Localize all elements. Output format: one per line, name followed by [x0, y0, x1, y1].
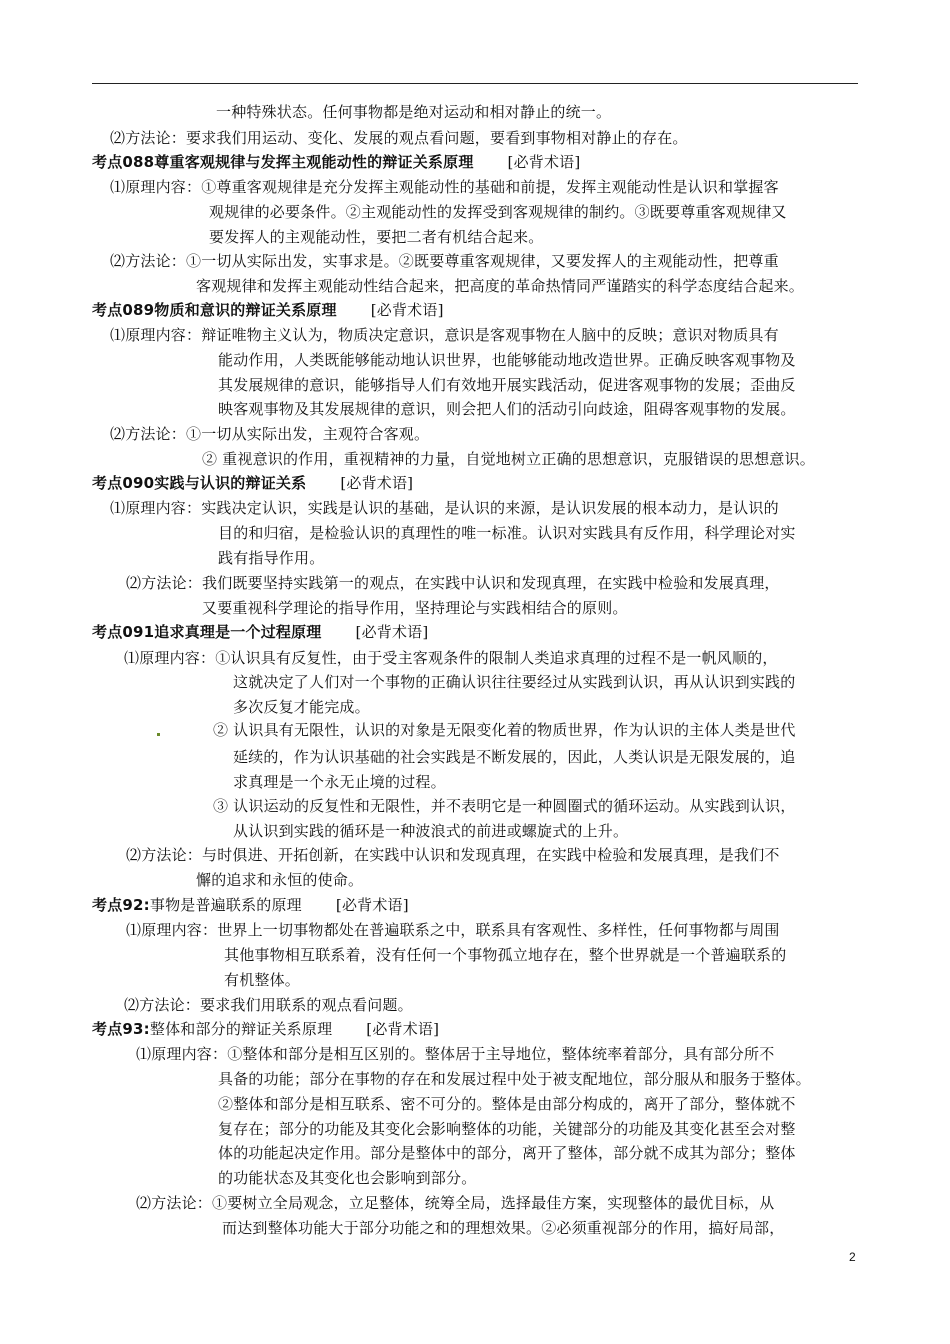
text-line: 践有指导作用。 [218, 549, 325, 567]
text-line: ⑵方法论：要求我们用运动、变化、发展的观点看问题，要看到事物相对静止的存在。 [110, 129, 688, 147]
heading-tag: [必背术语] [355, 623, 429, 641]
heading-tag: [必背术语] [340, 474, 414, 492]
text-line: 体的功能起决定作用。部分是整体中的部分，离开了整体，部分就不成其为部分；整体 [218, 1144, 796, 1162]
page-number: 2 [849, 1250, 856, 1264]
text-line: 要发挥人的主观能动性，要把二者有机结合起来。 [209, 228, 544, 246]
text-line: ⑴原理内容：世界上一切事物都处在普遍联系之中，联系具有客观性、多样性，任何事物都与周围 [126, 921, 780, 939]
text-line: 一种特殊状态。任何事物都是绝对运动和相对静止的统一。 [216, 103, 612, 121]
section-heading [92, 299, 444, 321]
heading-title: 考点090实践与认识的辩证关系 [92, 474, 307, 492]
text-line: 复存在；部分的功能及其变化会影响整体的功能，关键部分的功能及其变化甚至会对整 [218, 1120, 796, 1138]
text-line: 懈的追求和永恒的使命。 [196, 871, 364, 889]
heading-tag: [必背术语] [335, 896, 409, 914]
heading-tag: [必背术语] [370, 301, 444, 319]
text-line: ③ 认识运动的反复性和无限性，并不表明它是一种圆圈式的循环运动。从实践到认识， [213, 797, 796, 815]
text-line: ⑴原理内容：实践决定认识，实践是认识的基础，是认识的来源，是认识发展的根本动力，是认识的 [110, 499, 779, 517]
text-line: ⑵方法论：①一切从实际出发，实事求是。②既要尊重客观规律，又要发挥人的主观能动性，把尊重 [110, 252, 779, 270]
text-line: 其他事物相互联系着，没有任何一个事物孤立地存在，整个世界就是一个普遍联系的 [224, 946, 787, 964]
heading-subtitle: 事物是普遍联系的原理 [149, 896, 302, 914]
text-line: 具备的功能；部分在事物的存在和发展过程中处于被支配地位，部分服从和服务于整体。 [218, 1070, 811, 1088]
heading-title: 考点089物质和意识的辩证关系原理 [92, 301, 337, 319]
header-rule [92, 83, 858, 84]
text-line: ② 重视意识的作用，重视精神的力量，自觉地树立正确的思想意识，克服错误的思想意识。 [202, 450, 815, 468]
text-line: 从认识到实践的循环是一种波浪式的前进或螺旋式的上升。 [233, 822, 629, 840]
heading-title: 考点92: [92, 896, 150, 914]
text-line: 又要重视科学理论的指导作用，坚持理论与实践相结合的原则。 [202, 599, 628, 617]
text-line: ⑵方法论：①一切从实际出发，主观符合客观。 [110, 425, 430, 443]
text-line: 而达到整体功能大于部分功能之和的理想效果。②必须重视部分的作用，搞好局部， [222, 1219, 785, 1237]
section-heading [92, 151, 580, 173]
text-line: ⑵方法论：我们既要坚持实践第一的观点，在实践中认识和发现真理，在实践中检验和发展真理， [126, 574, 780, 592]
heading-title: 考点091追求真理是一个过程原理 [92, 623, 322, 641]
text-line: ⑴原理内容：①认识具有反复性，由于受主客观条件的限制人类追求真理的过程不是一帆风顺的， [124, 649, 778, 667]
section-heading [92, 894, 409, 916]
text-line: 有机整体。 [224, 971, 301, 989]
text-line: ⑵方法论：要求我们用联系的观点看问题。 [124, 996, 413, 1014]
section-heading [92, 472, 413, 494]
text-line: 映客观事物及其发展规律的意识，则会把人们的活动引向歧途，阻碍客观事物的发展。 [218, 400, 796, 418]
text-line: 观规律的必要条件。②主观能动性的发挥受到客观规律的制约。③既要尊重客观规律又 [209, 203, 787, 221]
section-heading [92, 1018, 439, 1040]
heading-tag: [必背术语] [366, 1020, 440, 1038]
text-line: 目的和归宿，是检验认识的真理性的唯一标准。认识对实践具有反作用，科学理论对实 [218, 524, 796, 542]
text-line: ⑴原理内容：辩证唯物主义认为，物质决定意识，意识是客观事物在人脑中的反映；意识对物质具有 [110, 326, 779, 344]
text-line: ⑵方法论：①要树立全局观念，立足整体，统筹全局，选择最佳方案，实现整体的最优目标，从 [136, 1194, 775, 1212]
text-line: ⑴原理内容：①整体和部分是相互区别的。整体居于主导地位，整体统率着部分，具有部分所不 [136, 1045, 775, 1063]
heading-title: 考点93: [92, 1020, 150, 1038]
text-line: ⑴原理内容：①尊重客观规律是充分发挥主观能动性的基础和前提，发挥主观能动性是认识和掌握客 [110, 178, 779, 196]
text-line: 其发展规律的意识，能够指导人们有效地开展实践活动，促进客观事物的发展；歪曲反 [218, 376, 796, 394]
heading-title: 考点088尊重客观规律与发挥主观能动性的辩证关系原理 [92, 153, 474, 171]
text-line: 客观规律和发挥主观能动性结合起来，把高度的革命热情同严谨踏实的科学态度结合起来。 [196, 277, 805, 295]
text-line: 求真理是一个永无止境的过程。 [233, 773, 446, 791]
text-line: 多次反复才能完成。 [233, 698, 370, 716]
text-line: 延续的，作为认识基础的社会实践是不断发展的，因此，人类认识是无限发展的，追 [233, 748, 796, 766]
stray-mark [157, 733, 160, 736]
text-line: ②整体和部分是相互联系、密不可分的。整体是由部分构成的，离开了部分，整体就不 [218, 1095, 796, 1113]
text-line: 这就决定了人们对一个事物的正确认识往往要经过从实践到认识，再从认识到实践的 [233, 673, 796, 691]
section-heading [92, 621, 428, 643]
heading-tag: [必背术语] [507, 153, 581, 171]
text-line: 的功能状态及其变化也会影响到部分。 [218, 1169, 477, 1187]
text-line: ⑵方法论：与时俱进、开拓创新，在实践中认识和发现真理，在实践中检验和发展真理，是我们不 [126, 846, 780, 864]
text-line: ② 认识具有无限性，认识的对象是无限变化着的物质世界，作为认识的主体人类是世代 [213, 721, 796, 739]
heading-subtitle: 整体和部分的辩证关系原理 [149, 1020, 333, 1038]
text-line: 能动作用，人类既能够能动地认识世界，也能够能动地改造世界。正确反映客观事物及 [218, 351, 796, 369]
